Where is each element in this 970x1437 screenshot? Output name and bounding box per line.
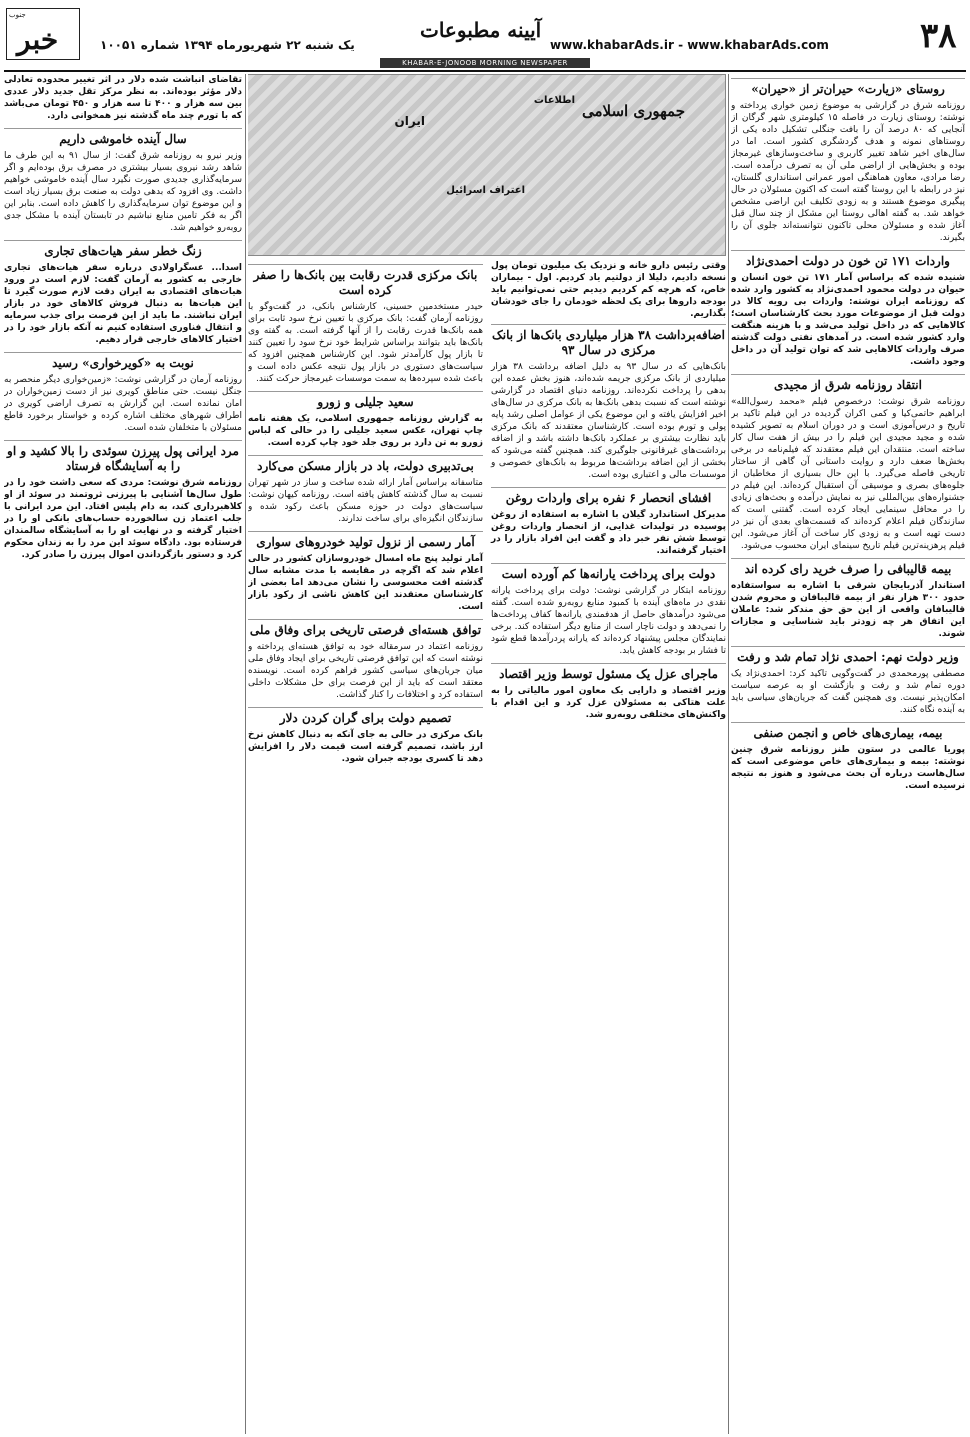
article-headline[interactable]: توافق هسته‌ای فرصتی تاریخی برای وفاق ملی (248, 619, 483, 638)
article-headline[interactable]: سعید جلیلی و زورو (248, 391, 483, 410)
intro-text: وقتی رئیس دارو خانه و نزدیک یک میلیون تومان پول نسخه دادیم، دلیلا از دولتیم یاد کردیم. اول - بیماران خاص، که هرچه کم کردیم دیدیم حتی نمی‌توانیم باید بودجه داروها برای یک لحظه خودمان را جای خودشان بگذاریم. (491, 261, 726, 319)
article-body: روزنامه شرق در گزارشی به موضوع زمین خواری پرداخته و نوشته: روستای زیارت در فاصله ۱۵ کیلومتری شهر گرگان از آنجایی که ۸۰ درصد آن را بافت جنگلی تشکیل داده یکی از روستاهای نمونه و هدف گردشگری کشور است. اما در سال‌های اخیر شاهد تغییر کاربری و ساخت‌وسازهای غیرمجاز بوده و بخش‌هایی از اراضی ملی آن به تصرف درآمده است. رضا مرادی، معاون هماهنگی امور عمرانی استانداری گلستان، نیز در رابطه با این روستا گفته است که اکنون مسئولان در حال پیگیری موضوع هستند و به زودی تکلیف این اراضی مشخص خواهد شد. به گفته اهالی روستا این مشکل از چند سال قبل آغاز شده و مسئولان محلی تاکنون نتوانسته‌اند جلوی آن را بگیرند. (731, 101, 965, 243)
article-body: به گزارش روزنامه جمهوری اسلامی، یک هفته نامه چاپ تهران، عکس سعید جلیلی را در حالی که لباس زورو به تن دارد بر روی جلد خود چاپ کرده است. (248, 414, 483, 448)
article (4, 74, 242, 122)
article (4, 440, 242, 561)
middle-column (248, 74, 726, 1434)
photo-caption: ایران (394, 114, 425, 128)
article-body: بانک مرکزی در حالی به جای آنکه به دنبال کاهش نرخ ارز باشد، تصمیم گرفته است قیمت دلار را افزایش دهد تا کسری بودجه جبران شود. (248, 730, 483, 764)
article-headline[interactable]: وزیر دولت نهم: احمدی نژاد تمام شد و رفت (731, 646, 965, 665)
middle-subcolumn-right (491, 260, 726, 771)
article-body: متاسفانه براساس آمار ارائه شده ساخت و ساز در شهر تهران نسبت به سال گذشته کاهش یافته است. روزنامه کیهان نوشت: سیاست‌های دولت در حوزه مسکن باعث رکود شده و سازندگان انگیزه‌ای برای ساخت ندارند. (248, 478, 483, 524)
article (731, 722, 965, 792)
article-body: روزنامه ابتکار در گزارشی نوشت: دولت برای پرداخت یارانه نقدی در ماه‌های آینده با کمبود منابع روبه‌رو شده است. گفته می‌شود درآمدهای حاصل از هدفمندی یارانه‌ها کفاف پرداخت‌ها را نمی‌دهد و دولت ناچار است از منابع دیگر استفاده کند. برخی نمایندگان مجلس پیشنهاد کرده‌اند که یارانه پردرآمدها قطع شود تا فشار بر بودجه کاهش یابد. (491, 586, 726, 656)
article-headline[interactable]: روستای «زیارت» حیران‌تر از «حیران» (731, 78, 965, 97)
photo-caption: اطلاعات (533, 95, 575, 106)
masthead-strip: KHABAR-E-JONOOB MORNING NEWSPAPER (380, 58, 590, 68)
article (248, 531, 483, 613)
date-line: یک شنبه ۲۲ شهریورماه ۱۳۹۴ شماره ۱۰۰۵۱ (100, 38, 355, 52)
article-body: مدیرکل استاندارد گیلان با اشاره به استفاده از روغن پوسیده در تولیدات غذایی، از انحصار واردات روغن توسط شش نفر خبر داد و گفت این افراد بازار را در اختیار گرفته‌اند. (491, 510, 726, 556)
right-column (731, 74, 965, 1434)
article-headline[interactable]: اضافه‌برداشت ۳۸ هزار میلیاردی بانک‌ها از بانک مرکزی در سال ۹۳ (491, 324, 726, 358)
masthead (0, 0, 970, 70)
article (731, 250, 965, 368)
article-headline[interactable]: آمار رسمی از نزول تولید خودروهای سواری (248, 531, 483, 550)
article (731, 374, 965, 552)
column-divider (245, 74, 246, 1434)
article-headline[interactable]: بانک مرکزی قدرت رقابت بین بانک‌ها را صفر کرده است (248, 264, 483, 298)
article (491, 324, 726, 481)
article (248, 264, 483, 385)
page-number: ۳۸ (920, 16, 957, 56)
column-divider (728, 74, 729, 1434)
article-headline[interactable]: واردات ۱۷۱ تن خون در دولت احمدی‌نژاد (731, 250, 965, 269)
article-headline[interactable]: بیمه قالیبافی را صرف خرید رای کرده اند (731, 558, 965, 577)
article-headline[interactable]: بی‌تدبیری دولت، باد در بازار مسکن می‌کارد (248, 455, 483, 474)
article (4, 128, 242, 234)
article (731, 646, 965, 716)
article-headline[interactable]: نوبت به «کویرخواری» رسید (4, 352, 242, 371)
article-body: بانک‌هایی که در سال ۹۳ به دلیل اضافه برداشت ۳۸ هزار میلیاردی از بانک مرکزی جریمه شده‌اند، هنوز بخش عمده این بدهی را پرداخت نکرده‌اند. روزنامه دنیای اقتصاد در گزارشی نوشته است که نسبت بدهی بانک‌ها به بانک مرکزی در سال‌های اخیر افزایش یافته و این موضوع یکی از عوامل اصلی رشد پایه پولی و تورم بوده است. کارشناسان معتقدند که بانک مرکزی باید نظارت بیشتری بر عملکرد بانک‌ها داشته باشد و از اضافه برداشت‌های غیرقانونی جلوگیری کند. همچنین گفته می‌شود که بخشی از این اضافه برداشت‌ها مربوط به بانک‌های خصوصی و موسسات مالی و اعتباری بوده است. (491, 362, 726, 480)
article-body: وزیر اقتصاد و دارایی یک معاون امور مالیاتی را به علت هتاکی به مسئولان عزل کرد و این اقدام با واکنش‌های مختلفی روبه‌رو شد. (491, 686, 726, 720)
article-body: حیدر مستخدمین حسینی، کارشناس بانکی، در گفت‌وگو با روزنامه آرمان گفت: بانک مرکزی با تعیین نرخ سود ثابت برای همه بانک‌ها قدرت رقابت را از آنها گرفته است. به گفته وی بانک‌ها باید بتوانند براساس شرایط خود نرخ سود را تعیین کنند تا بازار پول کارآمدتر شود. این کارشناس همچنین افزود که سیاست‌های دستوری در بازار پول نتیجه عکس داده است و باعث شده سپرده‌ها به سمت موسسات غیرمجاز حرکت کنند. (248, 302, 483, 384)
section-title: آیینه مطبوعات (420, 18, 542, 42)
middle-subcolumn-left (248, 260, 483, 771)
photo-caption: اعتراف اسرائیل (446, 185, 525, 196)
article-headline[interactable]: انتقاد روزنامه شرق از مجیدی (731, 374, 965, 393)
article-headline[interactable]: تصمیم دولت برای گران کردن دلار (248, 707, 483, 726)
article (731, 558, 965, 640)
header-rule (4, 70, 966, 72)
article-body: روزنامه شرق نوشت: مردی که سعی داشت خود را در طول سال‌ها آشنایی با پیرزنی ثروتمند در سوئد از او کلاهبرداری کند، به دام پلیس افتاد. این مرد ایرانی با جلب اعتماد زن سالخورده حساب‌های بانکی او را در اختیار گرفته و در نهایت او را به آسایشگاه سالمندان فرستاده بود. دادگاه سوئد این مرد را به زندان محکوم کرد و دستور بازگرداندن اموال پیرزن را صادر کرد. (4, 478, 242, 560)
newspaper-photo (248, 74, 726, 256)
article-body: روزنامه شرق نوشت: درخصوص فیلم «محمد رسول‌الله» ابراهیم حاتمی‌کیا و کمی اکران گردیده در این فیلم تاکید بر تاریخ و درس‌آموزی است و در دوران اسلام به تصویر کشیده شده و مجید مجیدی این فیلم را در بیش از هفت سال کار ساخته است. منتقدان این فیلم معتقدند که فیلم‌نامه در برخی بخش‌ها ضعف دارد و روایت داستانی آن گاهی از ساختار تاریخی فاصله می‌گیرد. با این حال بسیاری از مخاطبان از جلوه‌های بصری و موسیقی آن استقبال کرده‌اند. این فیلم در جشنواره‌های بین‌المللی نیز به نمایش درآمده و بحث‌های زیادی را در محافل سینمایی ایجاد کرده است. گفتنی است که سازندگان فیلم اعلام کرده‌اند که قسمت‌های بعدی آن نیز در دست تهیه است و به زودی کار ساخت آن آغاز می‌شود. این فیلم پرهزینه‌ترین فیلم تاریخ سینمای ایران محسوب می‌شود. (731, 397, 965, 551)
article-headline[interactable]: سال آینده خاموشی داریم (4, 128, 242, 147)
article-body: روزنامه اعتماد در سرمقاله خود به توافق هسته‌ای پرداخته و نوشته است که این توافق فرصتی تاریخی برای ایجاد وفاق ملی میان جریان‌های سیاسی کشور فراهم کرده است. نویسنده معتقد است که باید از این فرصت برای حل مشکلات داخلی استفاده کرد و اختلافات را کنار گذاشت. (248, 642, 483, 700)
article-headline[interactable]: ماجرای عزل یک مسئول توسط وزیر اقتصاد (491, 663, 726, 682)
logo-text: خبر (17, 23, 59, 56)
article-headline[interactable]: دولت برای پرداخت یارانه‌ها کم آورده است (491, 563, 726, 582)
logo-sub: جنوب (9, 11, 26, 19)
logo (6, 8, 80, 60)
article-body: تقاضای انباشت شده دلار در اثر تغییر محدوده تعادلی دلار مؤثر بوده‌اند. به نظر مرکز تقل جدید دلار عددی بین سه هزار و ۴۰۰ تا سه هزار و ۴۵۰ تومان می‌باشد که با تورم چند ماه گذشته نیز همخوانی دارد. (4, 75, 242, 121)
article-body: وزیر نیرو به روزنامه شرق گفت: از سال ۹۱ به این طرف ما شاهد رشد نیروی بسیار بیشتری در مصرف برق بوده‌ایم و اگر سرمایه‌گذاری جدیدی صورت نگیرد سال آینده خاموشی خواهیم داشت. وی افزود که بدهی دولت به صنعت برق بسیار زیاد است و این موضوع توان سرمایه‌گذاری را کاهش داده است. بنابر این اگر به فکر تامین منابع نباشیم در تابستان آینده با مشکل جدی روبه‌رو خواهیم شد. (4, 151, 242, 233)
article-body: استاندار آذربایجان شرقی با اشاره به سواستفاده حدود ۳۰۰ هزار نفر از بیمه قالیبافان و محروم شدن قالیبافان واقعی از این حق حق مندکر شد: عاملان این اتفاق هر چه زودتر باید شناسایی و مجازات شوند. (731, 581, 965, 639)
article-body: آمار تولید پنج ماه امسال خودروسازان کشور در حالی اعلام شد که اگرچه در مقایسه با مدت مشابه سال گذشته افت محسوسی را نشان می‌دهد اما بعضی از کارشناسان معتقدند این کاهش ناشی از رکود بازار است. (248, 554, 483, 612)
middle-subcolumns (248, 260, 726, 771)
article (491, 487, 726, 557)
article-body: پوریا عالمی در ستون طنز روزنامه شرق چنین نوشته: بیمه و بیماری‌های خاص موضوعی است که سال‌هاست درباره آن بحث می‌شود و هنوز به نتیجه نرسیده است. (731, 745, 965, 791)
article-body: مصطفی پورمحمدی در گفت‌وگویی تاکید کرد: احمدی‌نژاد یک دوره تمام شد و رفت و بازگشت او به عرصه سیاست امکان‌پذیر نیست. وی همچنین گفت که جریان‌های سیاسی باید به آینده نگاه کنند. (731, 669, 965, 715)
article (731, 78, 965, 244)
article (248, 619, 483, 701)
article (248, 707, 483, 765)
article-body: روزنامه آرمان در گزارشی نوشت: «زمین‌خواری دیگر منحصر به جنگل نیست. حتی مناطق کویری نیز از دست زمین‌خواران در امان نمانده است. این گزارش به تصرف اراضی کویری در اطراف شهرهای مختلف اشاره کرده و خواستار برخورد قاطع مسئولان با متخلفان شده است. (4, 375, 242, 433)
article (248, 455, 483, 525)
article-headline[interactable]: افشای انحصار ۶ نفره برای واردات روغن (491, 487, 726, 506)
article (4, 240, 242, 346)
article (248, 391, 483, 449)
left-column (4, 74, 242, 1434)
article (4, 352, 242, 434)
photo-caption: جمهوری اسلامی (581, 102, 685, 120)
article-body: شنیده شده که براساس آمار ۱۷۱ تن خون انسان و حیوان در دولت محمود احمدی‌نژاد به کشور وارد شده که روزنامه ایران نوشته: واردات بی رویه کالا در دولت قبل از موضوعات مورد بحث کارشناسان است؛ کالاهایی که در داخل تولید می‌شد و با هزینه هنگفت وارد کشور شده است. در آمدهای نفتی دولت گذشته صرف واردات کالاهایی شد که توان تولید آن در داخل وجود داشت. (731, 273, 965, 367)
article (491, 563, 726, 657)
article (491, 663, 726, 721)
article-headline[interactable]: مرد ایرانی پول پیرزن سوئدی را بالا کشید و او را به آسایشگاه فرستاد (4, 440, 242, 474)
article-headline[interactable]: بیمه، بیماری‌های خاص و انجمن صنفی (731, 722, 965, 741)
article-body: اسدا... عسگراولادی درباره سفر هیات‌های تجاری خارجی به کشور به آرمان گفت: لازم است در ورود هیات‌های اقتصادی به ایران دقت لازم صورت گیرد تا این هیات‌ها به دنبال فروش کالاهای خود در بازار ایران نباشند. ما باید از این فرصت برای جذب سرمایه و انتقال فناوری استفاده کنیم نه آنکه بازار خود را در اختیار کالاهای خارجی قرار دهیم. (4, 263, 242, 345)
site-url[interactable]: www.khabarAds.ir - www.khabarAds.com (550, 38, 829, 52)
article-headline[interactable]: زنگ خطر سفر هیات‌های تجاری (4, 240, 242, 259)
